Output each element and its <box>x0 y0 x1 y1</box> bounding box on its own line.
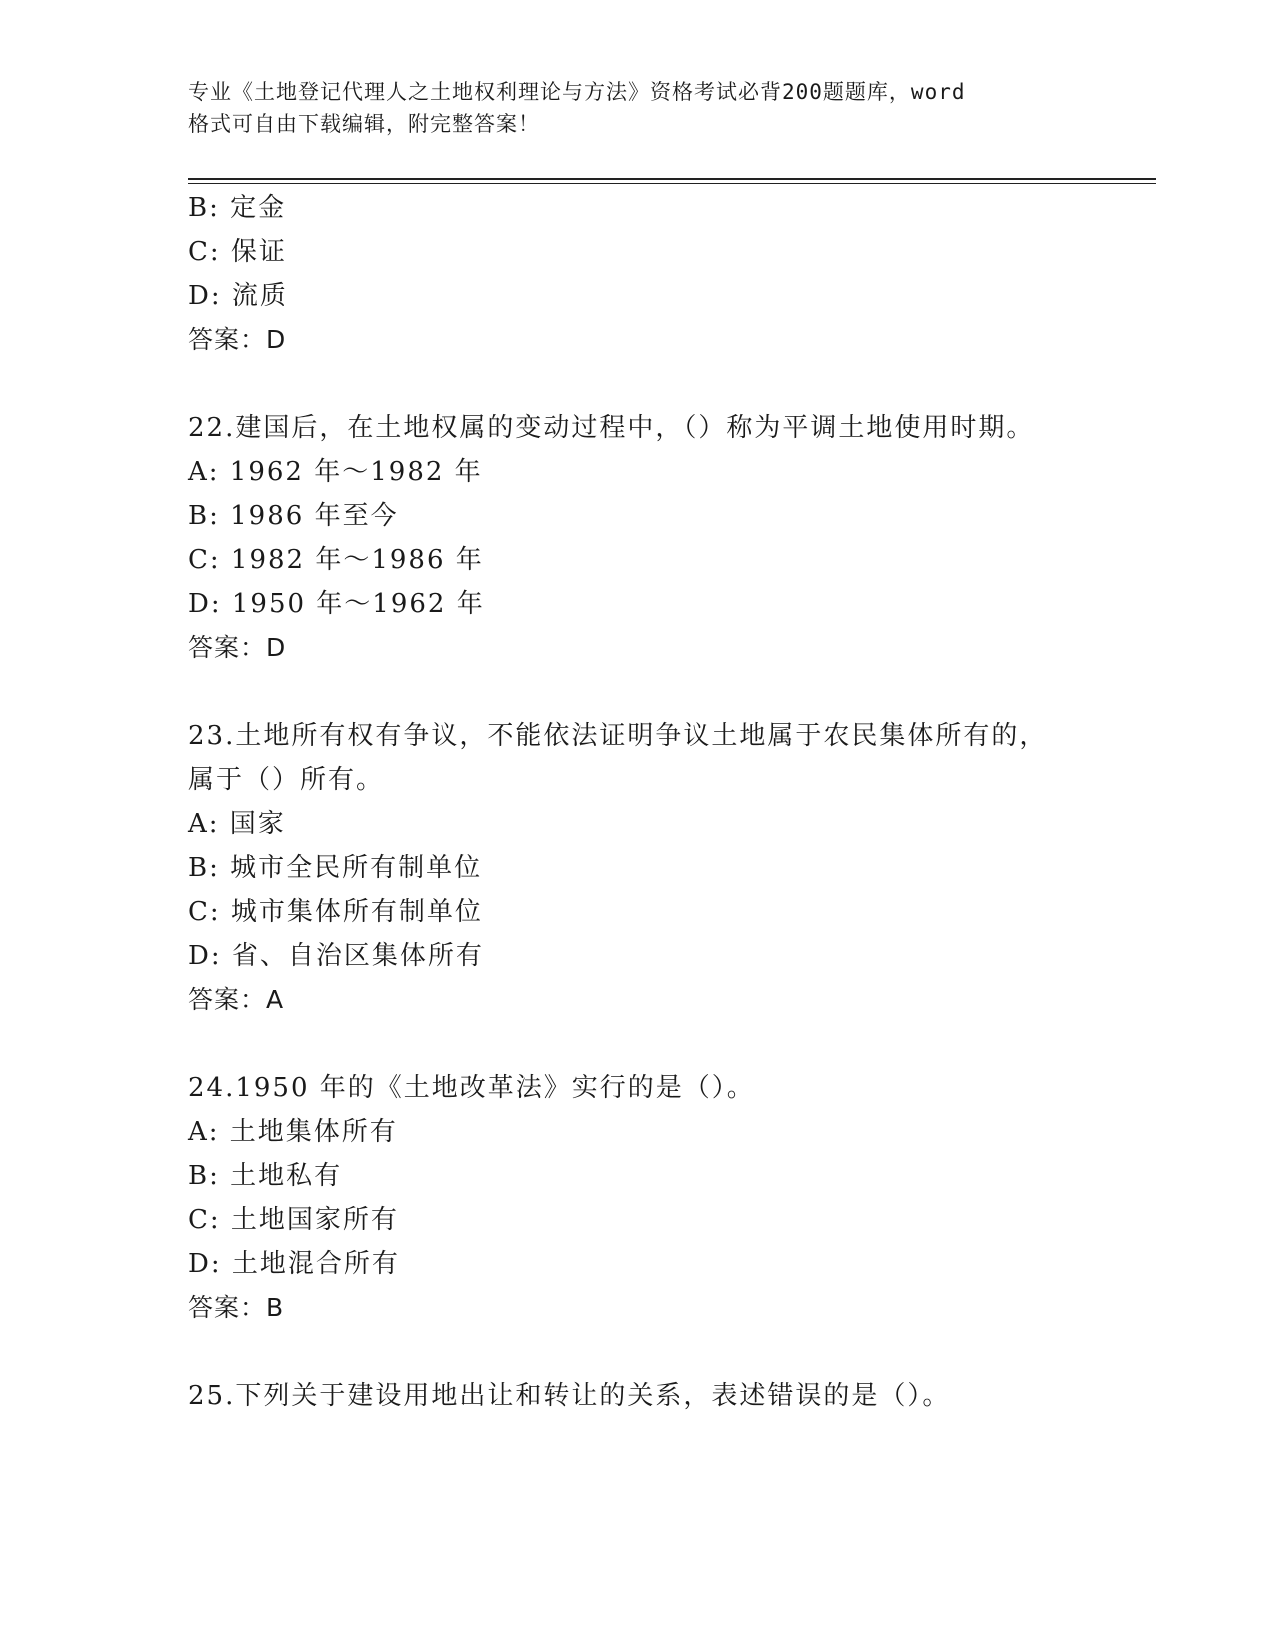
option-b: B: 城市全民所有制单位 <box>188 853 483 883</box>
option-d: D: 流质 <box>188 281 288 311</box>
option-b: B: 定金 <box>188 193 287 223</box>
option-a: A: 国家 <box>188 809 286 839</box>
option-c: C: 1982 年～1986 年 <box>188 545 484 575</box>
option-c: C: 城市集体所有制单位 <box>188 897 483 927</box>
header-title-line-1: 专业《土地登记代理人之土地权利理论与方法》资格考试必背200题题库，word <box>188 80 966 104</box>
option-d: D: 1950 年～1962 年 <box>188 589 485 619</box>
answer: 答案：B <box>188 1293 285 1322</box>
option-c: C: 保证 <box>188 237 287 267</box>
document-header <box>188 76 1068 140</box>
option-a: A: 土地集体所有 <box>188 1117 398 1147</box>
answer: 答案：D <box>188 325 287 354</box>
option-c: C: 土地国家所有 <box>188 1205 399 1235</box>
question-23-stem: 23.土地所有权有争议，不能依法证明争议土地属于农民集体所有的， <box>188 721 1048 751</box>
option-a: A: 1962 年～1982 年 <box>188 457 483 487</box>
question-23-stem-cont: 属于（）所有。 <box>188 765 385 795</box>
option-b: B: 1986 年至今 <box>188 501 399 531</box>
header-divider-thick <box>188 178 1156 180</box>
header-title-line-2: 格式可自由下载编辑，附完整答案！ <box>188 112 540 136</box>
option-d: D: 土地混合所有 <box>188 1249 400 1279</box>
question-22-stem: 22.建国后，在土地权属的变动过程中，（）称为平调土地使用时期。 <box>188 413 1035 443</box>
option-d: D: 省、自治区集体所有 <box>188 941 484 971</box>
question-24-stem: 24.1950 年的《土地改革法》实行的是（）。 <box>188 1073 755 1103</box>
header-divider-thin <box>188 183 1156 184</box>
option-b: B: 土地私有 <box>188 1161 343 1191</box>
question-25-stem: 25.下列关于建设用地出让和转让的关系，表述错误的是（）。 <box>188 1381 951 1411</box>
answer: 答案：D <box>188 633 287 662</box>
answer: 答案：A <box>188 985 285 1014</box>
